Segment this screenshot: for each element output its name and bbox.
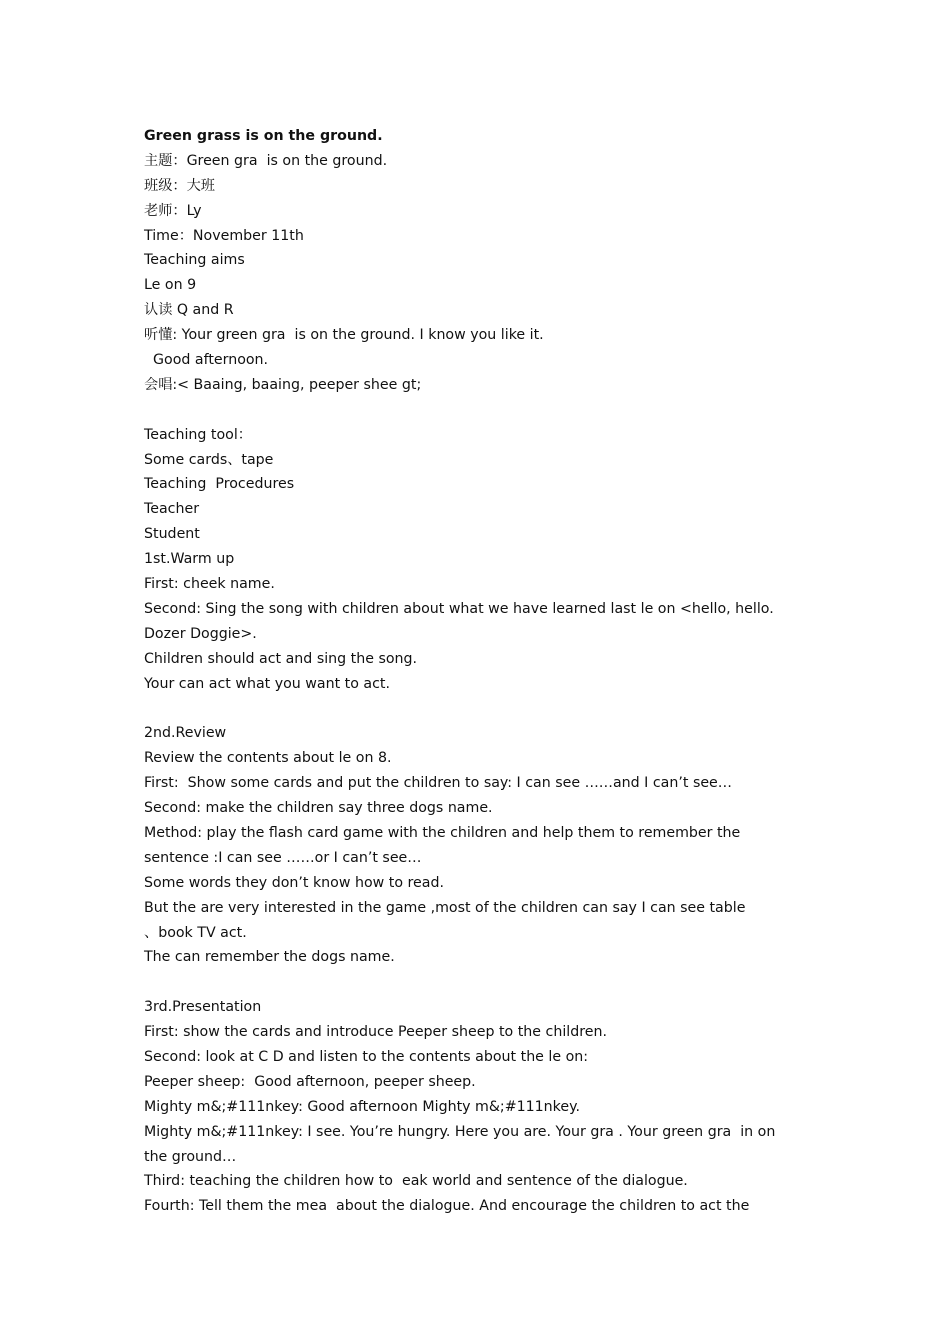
- dialogue-line: the ground…: [144, 1148, 237, 1165]
- document-body: [144, 124, 804, 1219]
- paragraph-line: Second: Sing the song with children about what we have learned last le on <hello, hello.: [144, 600, 774, 617]
- blank-line: [144, 970, 804, 995]
- teacher-line: 老师：Ly: [144, 202, 202, 219]
- paragraph-line: Method: play the flash card game with the children and help them to remember the: [144, 824, 741, 841]
- time-line: Time：November 11th: [144, 227, 304, 244]
- paragraph-line: Dozer Doggie>.: [144, 625, 257, 642]
- dialogue-line: Mighty m&;#111nkey: I see. You’re hungry. Here you are. Your gra . Your green gra in on: [144, 1123, 776, 1140]
- class-line: 班级：大班: [144, 177, 215, 194]
- teaching-aims-heading: Teaching aims: [144, 252, 245, 269]
- paragraph-line: The can remember the dogs name.: [144, 949, 395, 966]
- paragraph-line: First: cheek name.: [144, 576, 275, 593]
- paragraph-line: Second: look at C D and listen to the contents about the le on:: [144, 1048, 589, 1065]
- dialogue-line: Peeper sheep: Good afternoon, peeper sheep.: [144, 1073, 476, 1090]
- paragraph-line: Review the contents about le on 8.: [144, 750, 392, 767]
- blank-line: [144, 398, 804, 423]
- paragraph-line: Children should act and sing the song.: [144, 650, 418, 667]
- paragraph-line: First: Show some cards and put the children to say: I can see ……and I can’t see…: [144, 775, 732, 792]
- warm-up-heading: 1st.Warm up: [144, 551, 235, 568]
- recognize-line: 认读 Q and R: [144, 302, 234, 319]
- lesson-line: Le on 9: [144, 277, 197, 294]
- paragraph-line: Your can act what you want to act.: [144, 675, 390, 692]
- paragraph-line: Third: teaching the children how to eak world and sentence of the dialogue.: [144, 1173, 688, 1190]
- sing-line: 会唱:< Baaing, baaing, peeper shee gt;: [144, 376, 422, 393]
- teacher-label: Teacher: [144, 501, 200, 518]
- paragraph-line: sentence :I can see ……or I can’t see…: [144, 849, 422, 866]
- procedures-heading: Teaching Procedures: [144, 476, 295, 493]
- paragraph-line: Fourth: Tell them the mea about the dialogue. And encourage the children to act the: [144, 1198, 750, 1215]
- greeting-line: Good afternoon.: [144, 352, 269, 369]
- student-label: Student: [144, 526, 200, 543]
- understand-line: 听懂: Your green gra is on the ground. I know you like it.: [144, 327, 544, 344]
- presentation-heading: 3rd.Presentation: [144, 999, 262, 1016]
- document-title: Green grass is on the ground.: [144, 128, 383, 144]
- paragraph-line: Some words they don’t know how to read.: [144, 874, 444, 891]
- blank-line: [144, 696, 804, 721]
- tools-line: Some cards、tape: [144, 451, 274, 468]
- paragraph-line: Second: make the children say three dogs name.: [144, 800, 493, 817]
- dialogue-line: Mighty m&;#111nkey: Good afternoon Mighty m&;#111nkey.: [144, 1098, 580, 1115]
- paragraph-line: 、book TV act.: [144, 924, 247, 941]
- teaching-tool-heading: Teaching tool：: [144, 426, 252, 443]
- theme-line: 主题：Green gra is on the ground.: [144, 152, 388, 169]
- paragraph-line: First: show the cards and introduce Peeper sheep to the children.: [144, 1024, 607, 1041]
- review-heading: 2nd.Review: [144, 725, 227, 742]
- paragraph-line: But the are very interested in the game ,most of the children can say I can see table: [144, 899, 746, 916]
